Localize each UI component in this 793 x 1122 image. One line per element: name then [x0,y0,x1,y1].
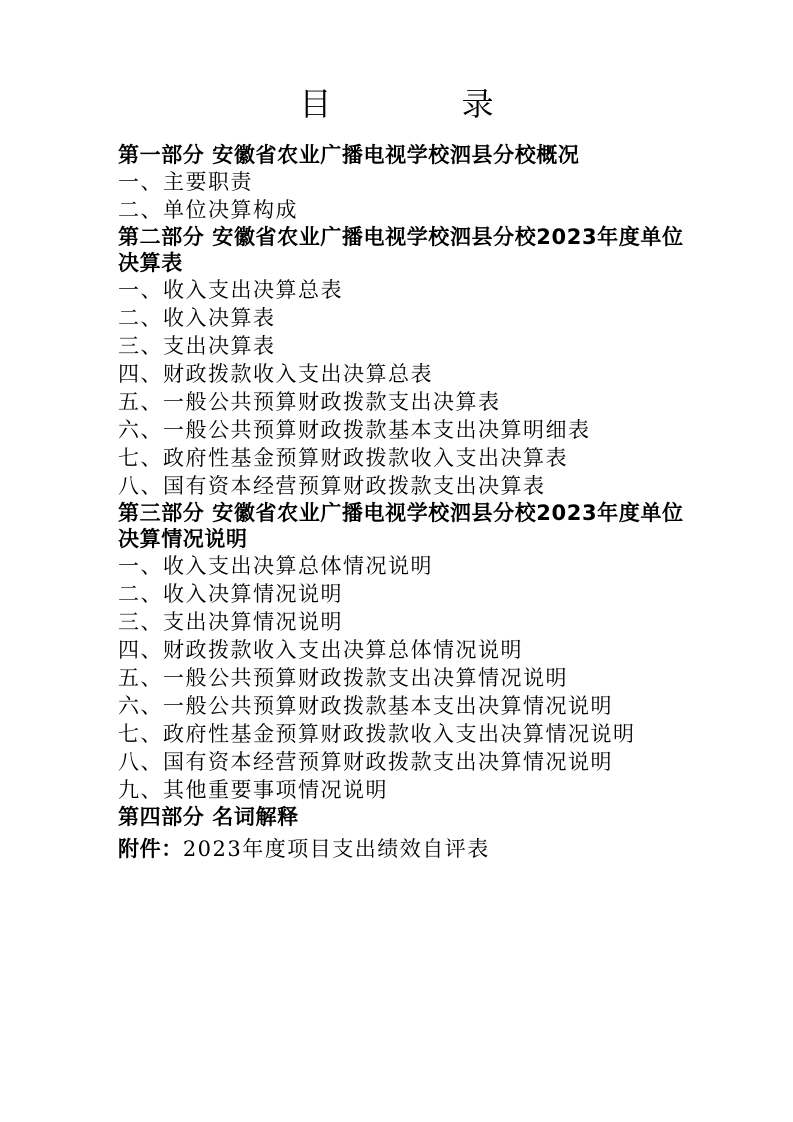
page-title: 目 录 [299,85,554,123]
toc-item: 一、收入支出决算总表 [118,278,343,302]
appendix-label: 附件： [118,837,183,861]
toc-part-heading-3: 第三部分 安徽省农业广播电视学校泗县分校2023年度单位决算情况说明 [118,501,684,551]
toc-item: 六、一般公共预算财政拨款基本支出决算情况说明 [118,694,613,718]
appendix-text: 2023年度项目支出绩效自评表 [182,837,490,861]
toc-item: 三、支出决算情况说明 [118,610,343,634]
toc-item: 八、国有资本经营预算财政拨款支出决算情况说明 [118,750,613,774]
toc-item: 一、收入支出决算总体情况说明 [118,554,433,578]
toc-item: 四、财政拨款收入支出决算总体情况说明 [118,638,523,662]
toc-item: 一、主要职责 [118,170,253,194]
toc-item: 二、单位决算构成 [118,198,298,222]
toc-item: 八、国有资本经营预算财政拨款支出决算表 [118,474,546,498]
toc-part-heading-1: 第一部分 安徽省农业广播电视学校泗县分校概况 [118,143,580,167]
toc-item: 五、一般公共预算财政拨款支出决算情况说明 [118,666,568,690]
toc-item: 二、收入决算情况说明 [118,582,343,606]
toc-item: 七、政府性基金预算财政拨款收入支出决算情况说明 [118,722,636,746]
toc-item: 四、财政拨款收入支出决算总表 [118,362,433,386]
table-of-contents [118,142,693,863]
toc-item: 三、支出决算表 [118,334,276,358]
toc-part-heading-4: 第四部分 名词解释 [118,805,299,829]
toc-item: 九、其他重要事项情况说明 [118,778,388,802]
toc-item: 七、政府性基金预算财政拨款收入支出决算表 [118,446,568,470]
toc-appendix [118,835,693,863]
toc-item: 二、收入决算表 [118,306,276,330]
toc-item: 五、一般公共预算财政拨款支出决算表 [118,390,501,414]
toc-item: 六、一般公共预算财政拨款基本支出决算明细表 [118,418,591,442]
toc-part-heading-2: 第二部分 安徽省农业广播电视学校泗县分校2023年度单位决算表 [118,225,684,275]
